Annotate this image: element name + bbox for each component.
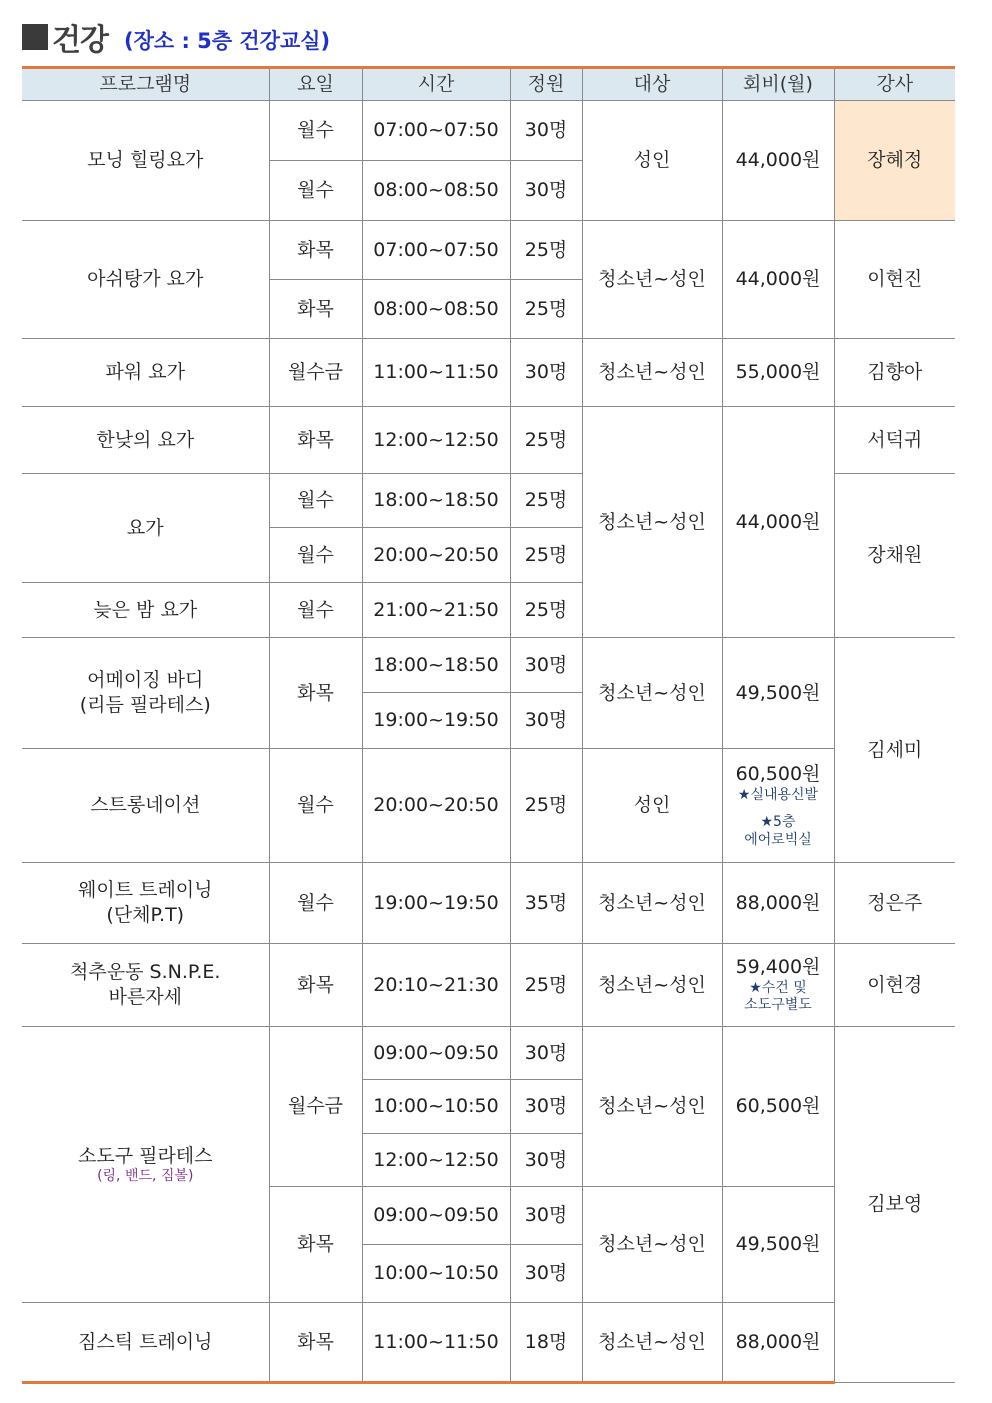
target-cell: 청소년~성인 [582, 638, 722, 749]
fee-cell: 88,000원 [722, 1303, 834, 1383]
title-main: 건강 [52, 23, 108, 58]
time-cell: 18:00~18:50 [362, 638, 510, 693]
program-name-line1: 소도구 필라테스 [77, 1144, 213, 1167]
program-name [22, 863, 269, 944]
header-program: 프로그램명 [22, 68, 269, 101]
instructor-cell: 장채원 [834, 474, 955, 638]
header-days: 요일 [269, 68, 362, 101]
header-fee: 회비(월) [722, 68, 834, 101]
program-name: 아쉬탕가 요가 [22, 221, 269, 339]
time-cell: 19:00~19:50 [362, 693, 510, 749]
capacity-cell: 30명 [510, 161, 582, 221]
days-cell: 월수 [269, 863, 362, 944]
table-row [22, 101, 955, 161]
fee-amount: 60,500원 [735, 762, 821, 785]
program-name-line1: 척추운동 S.N.P.E. [70, 961, 221, 984]
capacity-cell: 25명 [510, 221, 582, 280]
program-name: 스트롱네이션 [22, 749, 269, 863]
days-cell: 월수 [269, 528, 362, 583]
fee-amount: 59,400원 [735, 956, 821, 979]
header-capacity: 정원 [510, 68, 582, 101]
capacity-cell: 30명 [510, 638, 582, 693]
program-name-line1: 웨이트 트레이닝 [77, 879, 213, 902]
capacity-cell: 30명 [510, 1134, 582, 1187]
capacity-cell: 25명 [510, 407, 582, 474]
table-row [22, 1303, 955, 1383]
program-name-line2: 바른자세 [108, 986, 182, 1008]
fee-note: 소도구별도 [744, 997, 812, 1014]
program-name: 파워 요가 [22, 339, 269, 407]
capacity-cell: 25명 [510, 583, 582, 638]
fee-cell: 44,000원 [722, 101, 834, 221]
days-cell: 화목 [269, 1303, 362, 1383]
capacity-cell: 30명 [510, 1187, 582, 1245]
program-name-sub: (링, 밴드, 짐볼) [97, 1168, 194, 1185]
capacity-cell: 30명 [510, 1027, 582, 1080]
program-name [22, 944, 269, 1027]
time-cell: 12:00~12:50 [362, 407, 510, 474]
instructor-cell: 김세미 [834, 638, 955, 863]
instructor-cell: 이현경 [834, 944, 955, 1027]
time-cell: 20:00~20:50 [362, 749, 510, 863]
fee-cell: 49,500원 [722, 1187, 834, 1303]
time-cell: 11:00~11:50 [362, 339, 510, 407]
header-time: 시간 [362, 68, 510, 101]
page-title [22, 14, 330, 60]
program-name-line2: (리듬 필라테스) [79, 694, 211, 716]
time-cell: 07:00~07:50 [362, 101, 510, 161]
table-row [22, 1027, 955, 1080]
fee-cell: 55,000원 [722, 339, 834, 407]
program-name: 한낮의 요가 [22, 407, 269, 474]
time-cell: 21:00~21:50 [362, 583, 510, 638]
program-name-line1: 어메이징 바디 [87, 669, 204, 692]
days-cell: 월수 [269, 749, 362, 863]
time-cell: 09:00~09:50 [362, 1027, 510, 1080]
days-cell: 월수 [269, 161, 362, 221]
table-row [22, 749, 955, 863]
header-target: 대상 [582, 68, 722, 101]
capacity-cell: 30명 [510, 339, 582, 407]
program-name: 요가 [22, 474, 269, 583]
target-cell: 청소년~성인 [582, 1303, 722, 1383]
program-name: 모닝 힐링요가 [22, 101, 269, 221]
time-cell: 20:00~20:50 [362, 528, 510, 583]
target-cell: 청소년~성인 [582, 407, 722, 638]
days-cell: 화목 [269, 638, 362, 749]
fee-cell: 49,500원 [722, 638, 834, 749]
time-cell: 07:00~07:50 [362, 221, 510, 280]
fee-note: ★수건 및 [749, 979, 807, 996]
days-cell: 월수 [269, 583, 362, 638]
title-location: (장소 : 5층 건강교실) [123, 29, 331, 53]
table-header-row [22, 68, 955, 101]
time-cell: 10:00~10:50 [362, 1080, 510, 1134]
instructor-cell: 장혜정 [834, 101, 955, 221]
capacity-cell: 25명 [510, 474, 582, 528]
capacity-cell: 25명 [510, 280, 582, 339]
fee-note: ★5층 [760, 814, 796, 831]
schedule-table [22, 66, 955, 1384]
fee-cell: 60,500원 [722, 1027, 834, 1187]
program-name: 늦은 밤 요가 [22, 583, 269, 638]
fee-note: ★실내용신발 [737, 786, 819, 803]
capacity-cell: 30명 [510, 693, 582, 749]
table-row [22, 221, 955, 280]
target-cell: 성인 [582, 749, 722, 863]
black-square-icon [22, 24, 48, 50]
capacity-cell: 25명 [510, 944, 582, 1027]
target-cell: 청소년~성인 [582, 1187, 722, 1303]
days-cell: 월수금 [269, 339, 362, 407]
days-cell: 화목 [269, 280, 362, 339]
capacity-cell: 18명 [510, 1303, 582, 1383]
days-cell: 화목 [269, 221, 362, 280]
fee-cell [722, 749, 834, 863]
fee-cell: 44,000원 [722, 407, 834, 638]
target-cell: 청소년~성인 [582, 944, 722, 1027]
time-cell: 08:00~08:50 [362, 280, 510, 339]
fee-note: 에어로빅실 [744, 831, 812, 848]
days-cell: 화목 [269, 1187, 362, 1303]
time-cell: 20:10~21:30 [362, 944, 510, 1027]
target-cell: 청소년~성인 [582, 1027, 722, 1187]
time-cell: 12:00~12:50 [362, 1134, 510, 1187]
capacity-cell: 35명 [510, 863, 582, 944]
program-name [22, 638, 269, 749]
table-row [22, 863, 955, 944]
target-cell: 청소년~성인 [582, 339, 722, 407]
days-cell: 월수 [269, 101, 362, 161]
instructor-cell: 서덕귀 [834, 407, 955, 474]
program-name: 짐스틱 트레이닝 [22, 1303, 269, 1383]
time-cell: 19:00~19:50 [362, 863, 510, 944]
capacity-cell: 30명 [510, 101, 582, 161]
time-cell: 11:00~11:50 [362, 1303, 510, 1383]
instructor-cell: 김보영 [834, 1027, 955, 1383]
table-row [22, 407, 955, 474]
capacity-cell: 25명 [510, 528, 582, 583]
fee-cell: 44,000원 [722, 221, 834, 339]
days-cell: 월수 [269, 474, 362, 528]
days-cell: 화목 [269, 407, 362, 474]
program-name-line2: (단체P.T) [106, 904, 185, 926]
time-cell: 09:00~09:50 [362, 1187, 510, 1245]
instructor-cell: 정은주 [834, 863, 955, 944]
target-cell: 청소년~성인 [582, 221, 722, 339]
time-cell: 10:00~10:50 [362, 1245, 510, 1303]
capacity-cell: 25명 [510, 749, 582, 863]
capacity-cell: 30명 [510, 1080, 582, 1134]
program-name [22, 1027, 269, 1303]
instructor-cell: 이현진 [834, 221, 955, 339]
time-cell: 18:00~18:50 [362, 474, 510, 528]
table-row [22, 638, 955, 693]
table-row [22, 339, 955, 407]
instructor-cell: 김향아 [834, 339, 955, 407]
days-cell: 월수금 [269, 1027, 362, 1187]
fee-cell [722, 944, 834, 1027]
table-row [22, 944, 955, 1027]
time-cell: 08:00~08:50 [362, 161, 510, 221]
fee-cell: 88,000원 [722, 863, 834, 944]
days-cell: 화목 [269, 944, 362, 1027]
target-cell: 성인 [582, 101, 722, 221]
header-instructor: 강사 [834, 68, 955, 101]
capacity-cell: 30명 [510, 1245, 582, 1303]
target-cell: 청소년~성인 [582, 863, 722, 944]
